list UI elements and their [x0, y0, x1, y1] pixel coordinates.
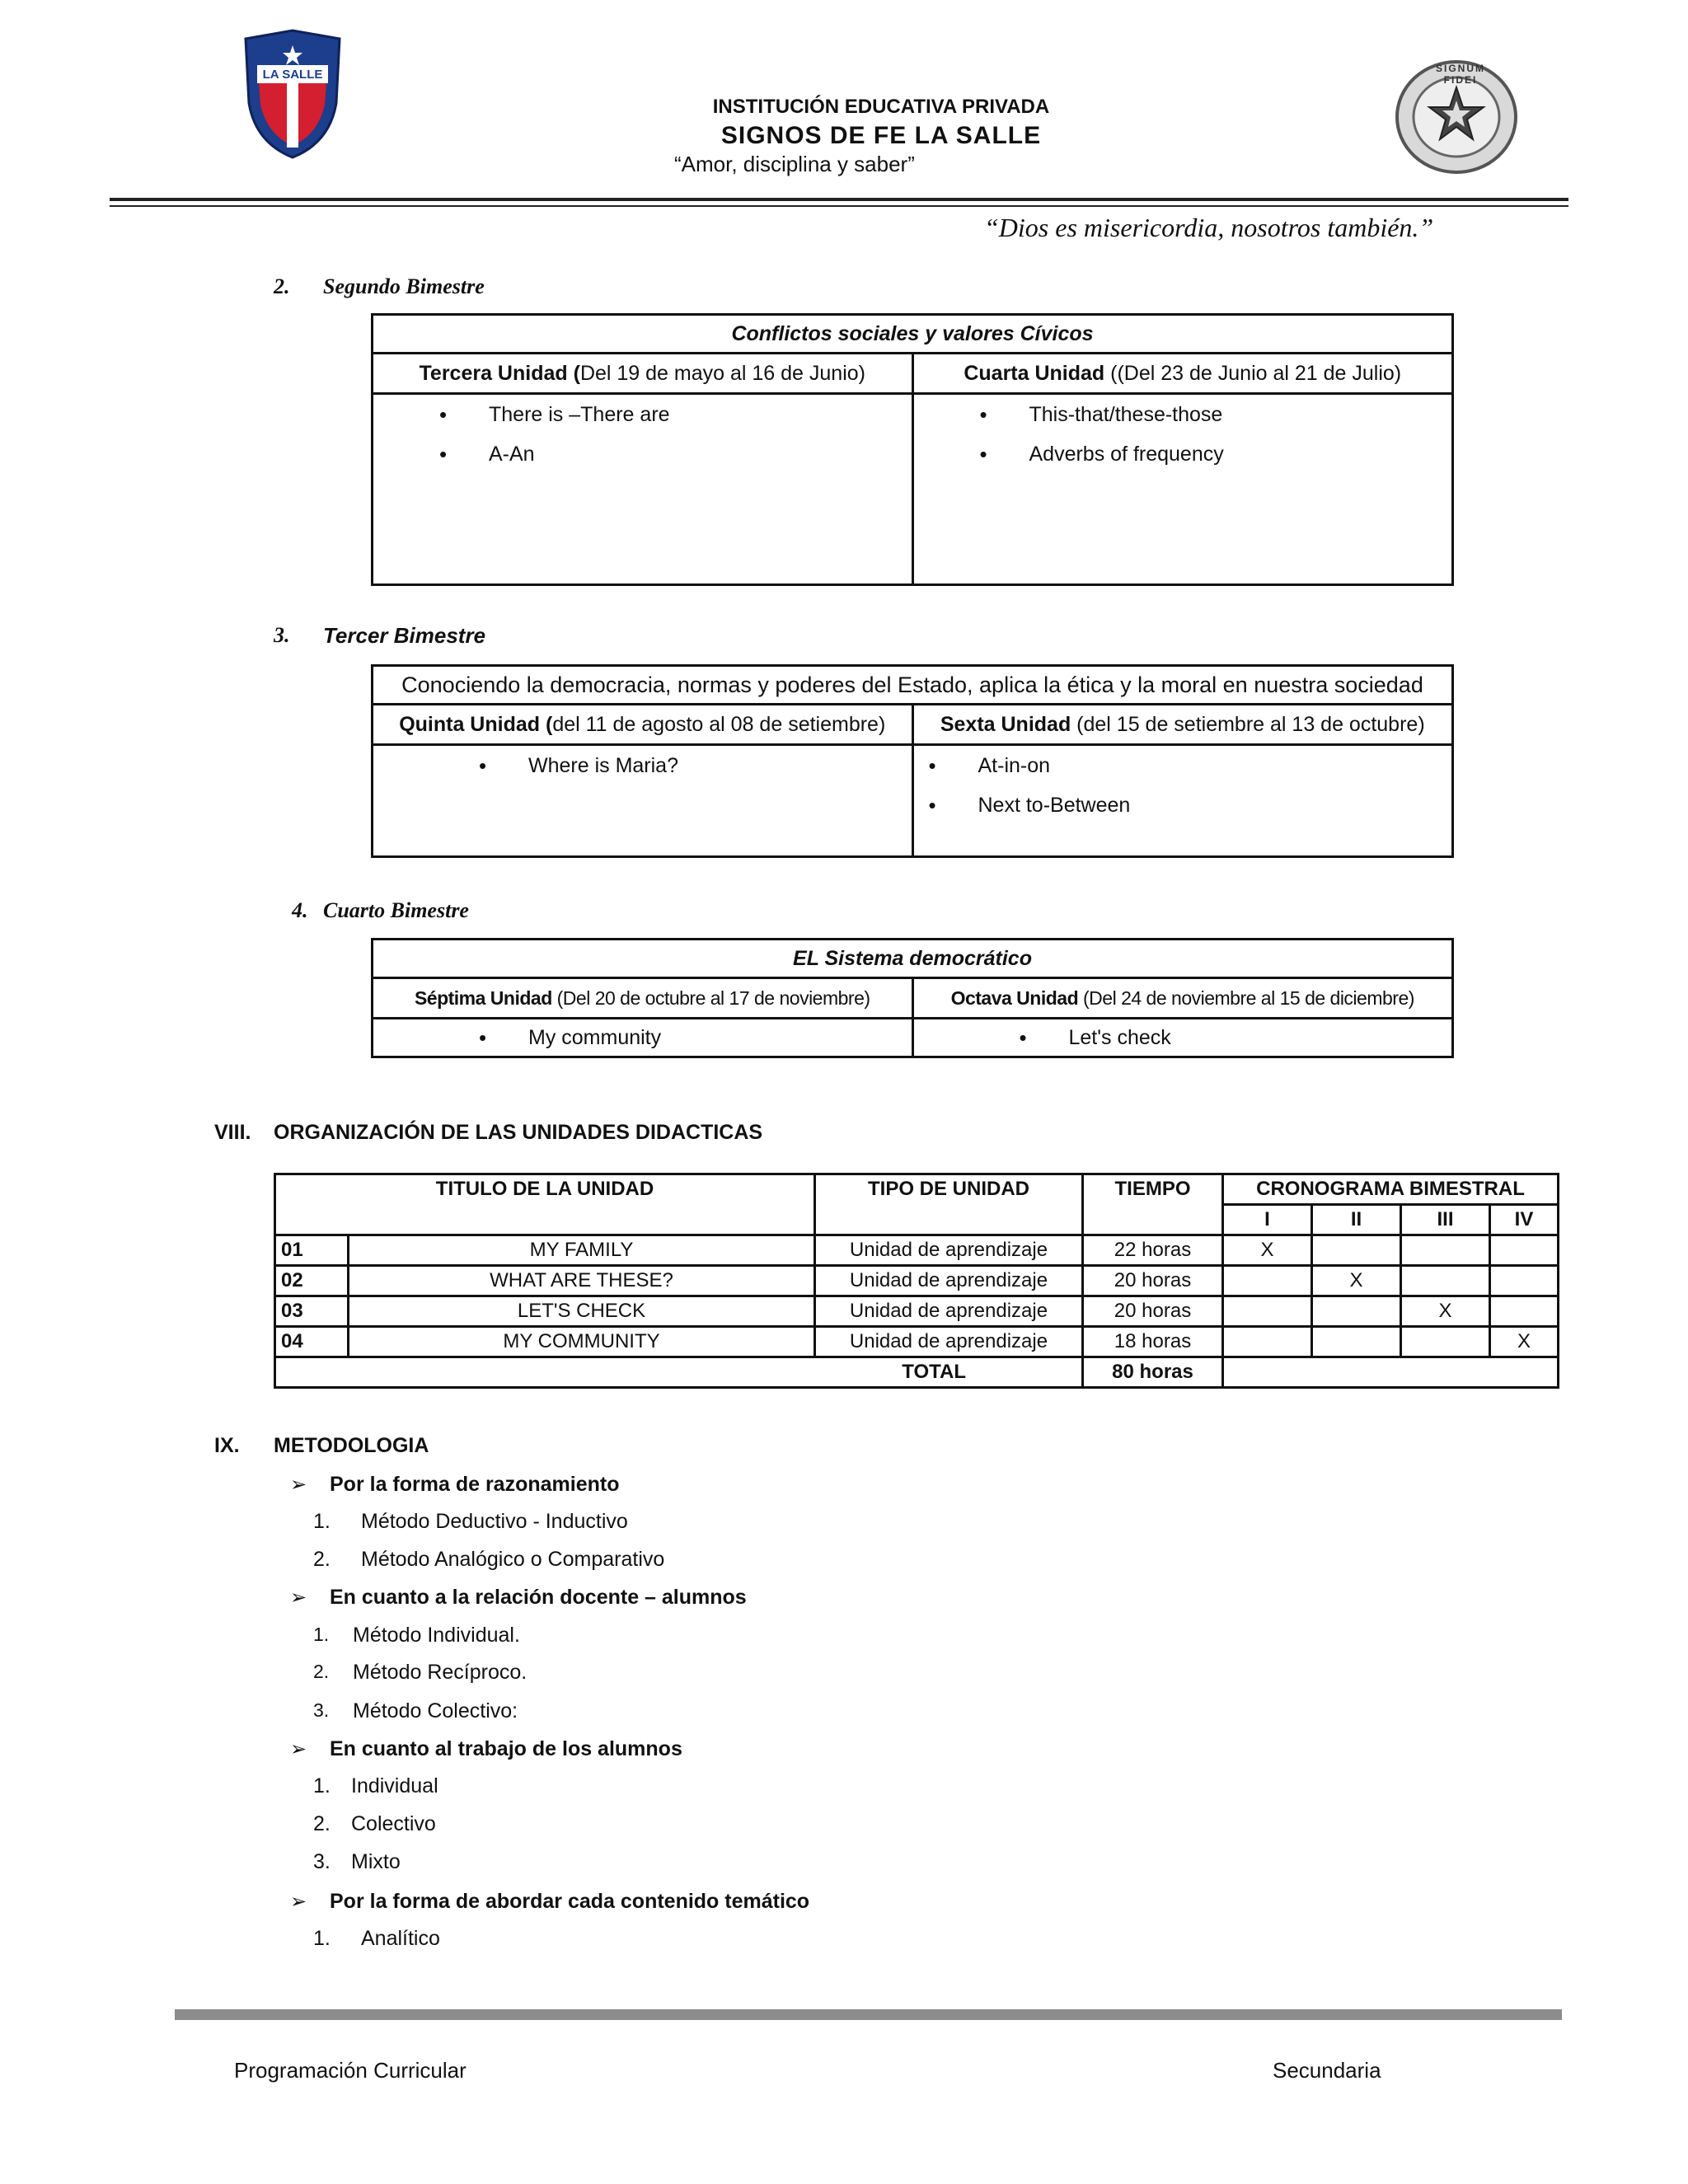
unit-header-sexta: Sexta Unidad (del 15 de setiembre al 13 de octubre) — [912, 705, 1453, 745]
unit-content-octava — [912, 1019, 1453, 1057]
list-item: • Where is Maria? — [528, 746, 903, 785]
list-number: 1. — [313, 1927, 331, 1950]
list-item: • Next to-Between — [978, 785, 1444, 825]
table-cuarto-bimestre — [371, 938, 1454, 1058]
seal-text: SIGNUM FIDEI — [1436, 63, 1485, 86]
list-item: Método Colectivo: — [353, 1699, 518, 1722]
institution-slogan: “Amor, disciplina y saber” — [674, 152, 915, 176]
list-item: Método Recíproco. — [353, 1661, 528, 1684]
table-segundo-bimestre — [371, 313, 1454, 586]
list-item: Método Individual. — [353, 1624, 520, 1647]
unit-content-quinta — [373, 745, 913, 857]
section-number-viii: VIII. — [214, 1121, 251, 1144]
list-item: • At-in-on — [978, 746, 1444, 785]
list-item: • Let's check — [1069, 1019, 1444, 1056]
unit-header-cuarta: Cuarta Unidad ((Del 23 de Junio al 21 de Julio) — [912, 354, 1453, 394]
list-item: • Adverbs of frequency — [1029, 434, 1444, 474]
la-salle-logo-text: LA SALLE — [262, 68, 323, 82]
la-salle-logo — [239, 29, 346, 161]
list-number: 1. — [313, 1510, 331, 1533]
unit-content-septima — [373, 1019, 913, 1057]
list-item: Método Deductivo - Inductivo — [361, 1510, 628, 1533]
list-number: 2. — [313, 1812, 331, 1835]
total-label: TOTAL — [275, 1357, 1083, 1388]
institution-type: INSTITUCIÓN EDUCATIVA PRIVADA — [712, 96, 1050, 118]
method-group-title: En cuanto al trabajo de los alumnos — [330, 1737, 682, 1760]
unit-header-septima: Séptima Unidad (Del 20 de octubre al 17 de noviembre) — [373, 978, 913, 1019]
footer-left: Programación Curricular — [234, 2058, 467, 2083]
arrow-icon: ➢ — [290, 1738, 307, 1760]
list-number: 3. — [313, 1699, 330, 1721]
list-number: 1. — [313, 1774, 331, 1797]
unit-header-tercera: Tercera Unidad (Del 19 de mayo al 16 de Junio) — [373, 354, 913, 394]
col-header-bim-2: II — [1312, 1205, 1401, 1235]
arrow-icon: ➢ — [290, 1586, 307, 1609]
section-number-ix: IX. — [214, 1434, 240, 1457]
motto: “Dios es misericordia, nosotros también.” — [984, 213, 1434, 242]
institution-name: SIGNOS DE FE LA SALLE — [720, 122, 1042, 149]
unit-content-tercera — [373, 394, 913, 585]
col-header-bim-4: IV — [1490, 1205, 1559, 1235]
list-number: 2. — [313, 1548, 331, 1571]
section-title-viii: ORGANIZACIÓN DE LAS UNIDADES DIDACTICAS — [274, 1121, 763, 1144]
arrow-icon: ➢ — [290, 1891, 307, 1913]
list-number: 3. — [313, 1850, 331, 1873]
table-title: Conociendo la democracia, normas y poderes del Estado, aplica la ética y la moral en nuestra sociedad — [373, 666, 1453, 705]
footer-right: Secundaria — [1273, 2058, 1381, 2083]
list-item: Método Analógico o Comparativo — [361, 1548, 665, 1571]
col-header-bim-3: III — [1401, 1205, 1490, 1235]
section-title-segundo-bimestre: Segundo Bimestre — [323, 274, 485, 298]
method-group-title: Por la forma de abordar cada contenido temático — [330, 1890, 810, 1913]
list-item: • My community — [528, 1019, 903, 1056]
method-group-title: En cuanto a la relación docente – alumnos — [330, 1586, 747, 1609]
table-title: EL Sistema democrático — [373, 940, 1453, 978]
table-total-row — [275, 1357, 1559, 1388]
list-number: 1. — [313, 1624, 330, 1645]
unit-header-octava: Octava Unidad (Del 24 de noviembre al 15 de diciembre) — [912, 978, 1453, 1019]
col-header-bim-1: I — [1223, 1205, 1312, 1235]
col-header-titulo: TITULO DE LA UNIDAD — [275, 1174, 815, 1235]
list-item: Analítico — [361, 1927, 440, 1950]
table-row: 02 WHAT ARE THESE? Unidad de aprendizaje 20 horas X — [275, 1266, 1559, 1296]
unit-header-quinta: Quinta Unidad (del 11 de agosto al 08 de setiembre) — [373, 705, 913, 745]
section-title-ix: METODOLOGIA — [274, 1434, 429, 1457]
list-item: • A-An — [489, 434, 903, 474]
list-item: Mixto — [351, 1850, 401, 1873]
list-item: Individual — [351, 1774, 438, 1797]
list-item: Colectivo — [351, 1812, 436, 1835]
section-number-2: 2. — [274, 274, 290, 298]
list-number: 2. — [313, 1661, 330, 1682]
section-number-4: 4. — [292, 898, 308, 922]
unit-content-sexta — [912, 745, 1453, 857]
col-header-tipo: TIPO DE UNIDAD — [815, 1174, 1083, 1235]
header-divider-top — [110, 198, 1568, 201]
method-group-title: Por la forma de razonamiento — [330, 1473, 620, 1496]
footer-divider — [175, 2009, 1562, 2020]
total-value: 80 horas — [1083, 1357, 1223, 1388]
list-item: • There is –There are — [489, 395, 903, 434]
arrow-icon: ➢ — [290, 1474, 307, 1496]
col-header-tiempo: TIEMPO — [1083, 1174, 1223, 1235]
header-divider-bottom — [110, 205, 1568, 207]
unit-content-cuarta — [912, 394, 1453, 585]
section-title-tercer-bimestre: Tercer Bimestre — [323, 623, 486, 648]
list-item: • This-that/these-those — [1029, 395, 1444, 434]
section-number-3: 3. — [274, 623, 290, 647]
table-row: 04 MY COMMUNITY Unidad de aprendizaje 18 horas X — [275, 1327, 1559, 1357]
table-title: Conflictos sociales y valores Cívicos — [373, 315, 1453, 354]
table-organizacion-unidades — [274, 1173, 1559, 1389]
table-row: 01 MY FAMILY Unidad de aprendizaje 22 horas X — [275, 1235, 1559, 1266]
table-tercer-bimestre — [371, 664, 1454, 858]
table-row: 03 LET'S CHECK Unidad de aprendizaje 20 horas X — [275, 1296, 1559, 1327]
signum-fidei-seal — [1395, 59, 1518, 175]
section-title-cuarto-bimestre: Cuarto Bimestre — [323, 898, 469, 922]
col-header-cronograma: CRONOGRAMA BIMESTRAL — [1223, 1174, 1559, 1205]
